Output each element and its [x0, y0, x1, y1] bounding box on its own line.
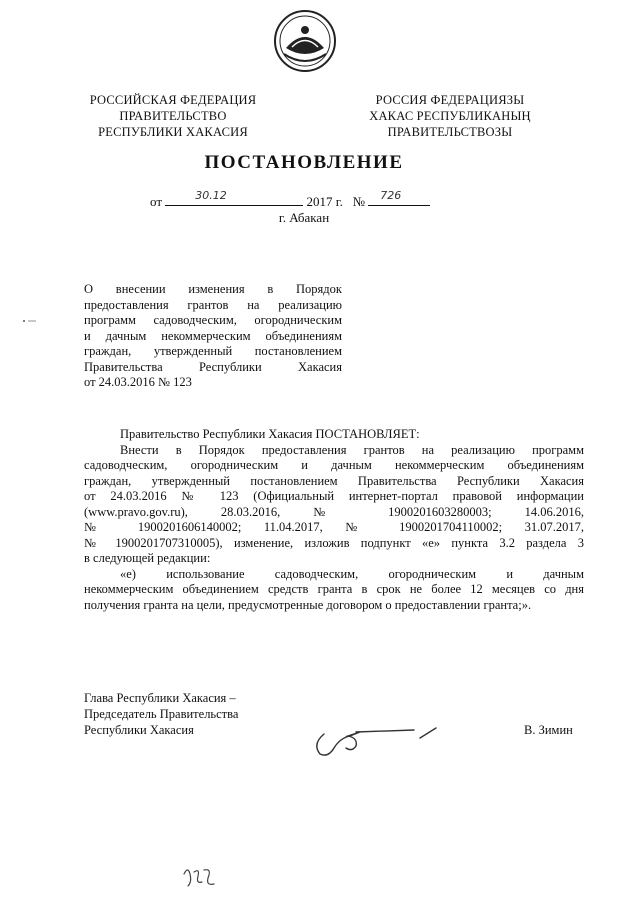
- position-line: Глава Республики Хакасия –: [84, 691, 236, 705]
- header-right-line: ПРАВИТЕЛЬСТВОЗЫ: [387, 125, 513, 139]
- body-line: (www.pravo.gov.ru), 28.03.2016, № 1900201603280003; 14.06.2016,: [84, 504, 584, 519]
- body-line: от 24.03.2016 № 123 (Официальный интернет-портал правовой информации: [84, 489, 584, 503]
- header-left-line: РЕСПУБЛИКИ ХАКАСИЯ: [98, 125, 248, 139]
- signatory-position: [84, 690, 238, 738]
- coat-of-arms-emblem: [272, 8, 338, 74]
- date-field: [165, 189, 303, 206]
- subject-line: предоставления грантов на реализацию: [84, 297, 342, 312]
- subject-line: от 24.03.2016 № 123: [84, 375, 192, 389]
- handwritten-signature: [310, 712, 460, 760]
- number-field: [368, 189, 430, 206]
- header-left-line: ПРАВИТЕЛЬСТВО: [119, 109, 227, 123]
- position-line: Председатель Правительства: [84, 707, 239, 721]
- number-sign: №: [352, 194, 366, 209]
- header-khakas: [345, 92, 555, 140]
- subject-line: и дачным некоммерческим объединениям: [84, 328, 342, 343]
- body-line: граждан, утвержденный постановлением Правительства Республики Хакасия: [84, 473, 584, 488]
- header-russian: [78, 92, 268, 140]
- document-title: ПОСТАНОВЛЕНИЕ: [204, 152, 404, 173]
- handwritten-number: 726: [380, 189, 402, 202]
- year-label: 2017 г.: [306, 194, 343, 209]
- city-label: г. Абакан: [278, 210, 330, 225]
- date-prefix: от: [150, 194, 163, 209]
- signatory-name: В. Зимин: [524, 723, 573, 737]
- subject-line: О внесении изменения в Порядок: [84, 282, 342, 296]
- margin-mark: [22, 318, 38, 324]
- body-line: «е) использование садоводческим, огородническим и дачным: [120, 566, 584, 581]
- handwritten-scribble: [180, 862, 218, 892]
- position-line: Республики Хакасия: [84, 723, 194, 737]
- handwritten-date: 30.12: [195, 189, 227, 202]
- subject-block: [84, 282, 342, 391]
- body-text: [84, 427, 584, 613]
- body-line: Внести в Порядок предоставления грантов на реализацию программ: [120, 442, 584, 457]
- body-line: в следующей редакции:: [84, 551, 211, 565]
- header-right-line: РОССИЯ ФЕДЕРАЦИЯЗЫ: [375, 93, 525, 107]
- body-line: № 1900201606140002; 11.04.2017, № 1900201704110002; 31.07.2017,: [84, 520, 584, 534]
- body-line: Правительство Республики Хакасия ПОСТАНОВЛЯЕТ:: [120, 427, 420, 441]
- header-right-line: ХАКАС РЕСПУБЛИКАНЫҢ: [369, 109, 531, 123]
- date-number-line: [150, 189, 430, 210]
- body-line: некоммерческим объединением средств гранта в срок не более 12 месяцев со дня: [84, 582, 584, 596]
- subject-line: Правительства Республики Хакасия: [84, 359, 342, 374]
- subject-line: граждан, утвержденный постановлением: [84, 344, 342, 358]
- subject-line: программ садоводческим, огородническим: [84, 313, 342, 327]
- body-line: № 1900201707310005), изменение, изложив подпункт «е» пункта 3.2 раздела 3: [84, 535, 584, 550]
- header-left-line: РОССИЙСКАЯ ФЕДЕРАЦИЯ: [89, 93, 257, 107]
- body-line: садоводческим, огородническим и дачным некоммерческим объединениям: [84, 458, 584, 472]
- body-line: получения гранта на цели, предусмотренные договором о предоставлении гранта;».: [84, 597, 532, 612]
